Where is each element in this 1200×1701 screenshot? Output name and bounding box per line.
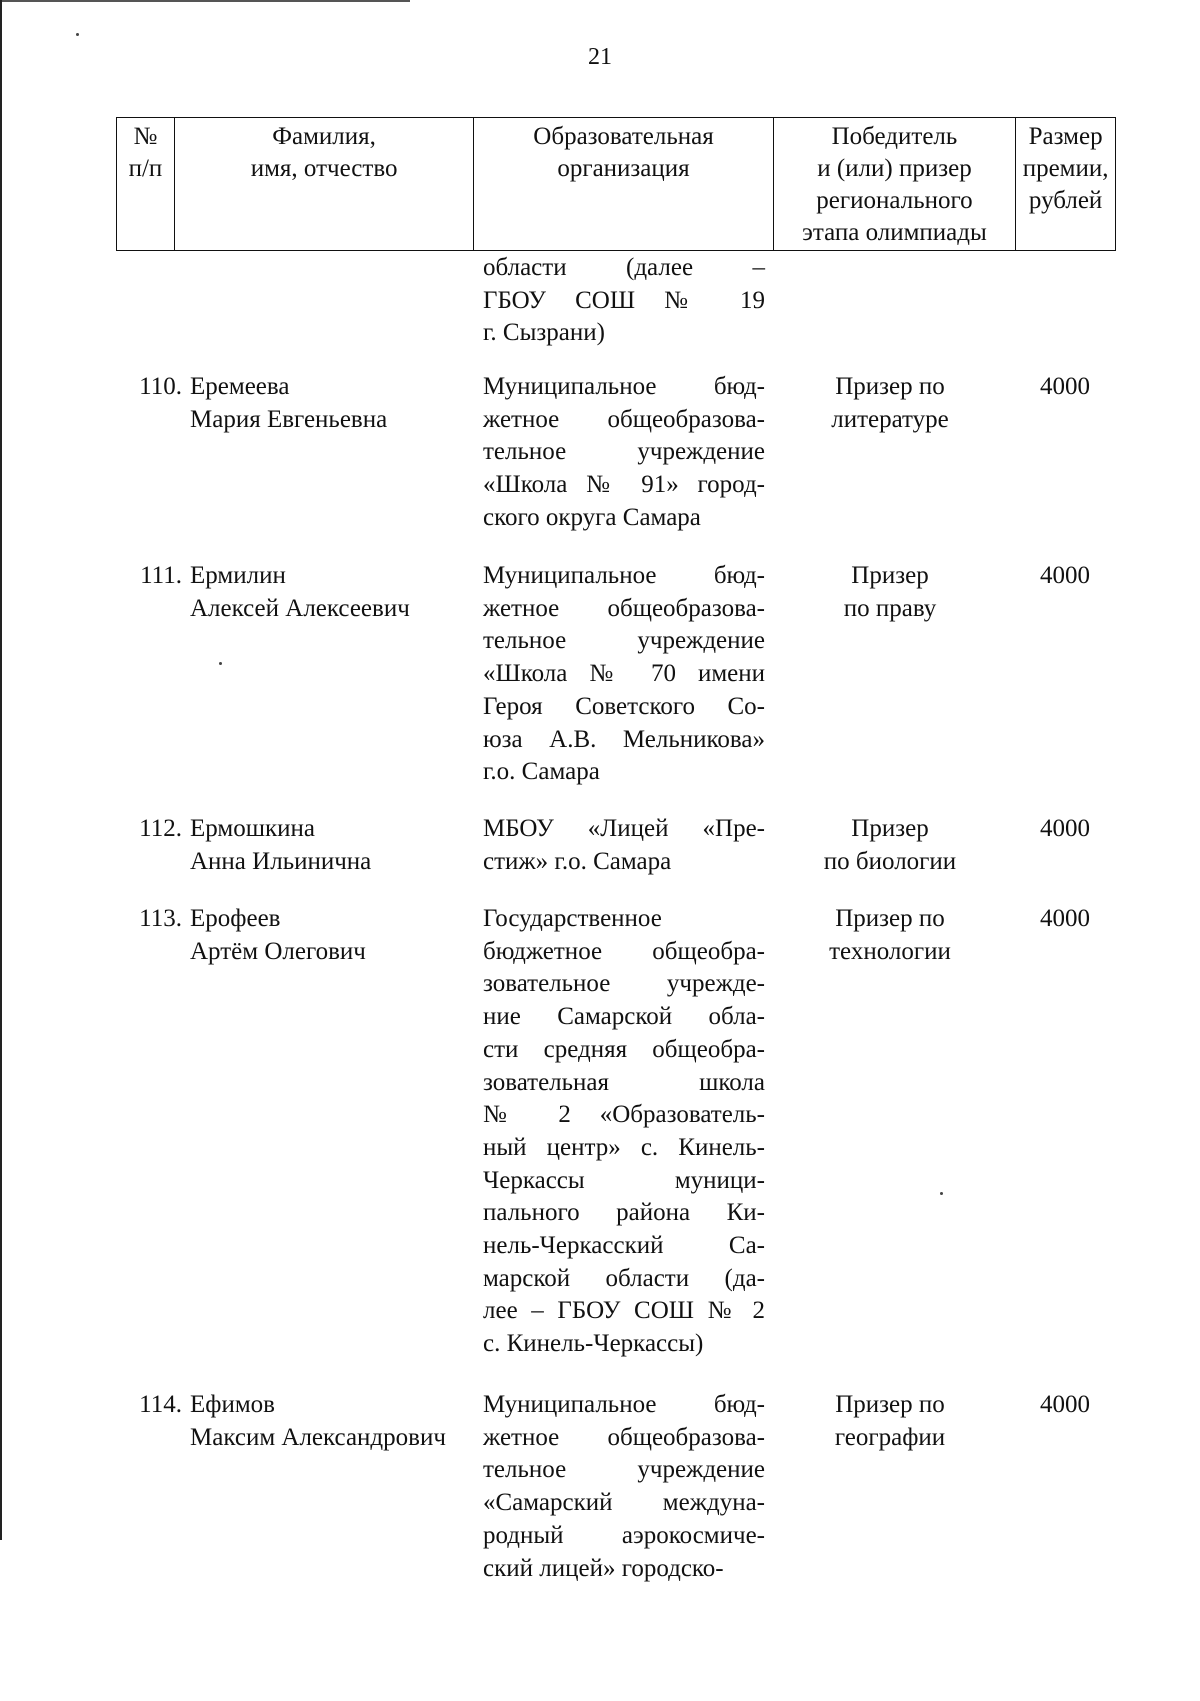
prize-amount: 4000 (1040, 1391, 1090, 1418)
header-col-prize: Размер премии, рублей (1015, 118, 1115, 250)
scan-speck (76, 33, 79, 36)
header-col-number: № п/п (128, 123, 163, 182)
organization-cell: Муниципальное бюд- жетное общеобразова- тельное учреждение «Школа № 70 имени Героя Советского Со- юза А.В. Мельникова» г.о. Самара (483, 562, 765, 786)
award-cell: Призер по биологии (823, 815, 957, 875)
organization-cell: Государственное бюджетное общеобра- зовательное учрежде- ние Самарской обла- сти средняя общеобра- зовательная школа № 2 «Образователь- ный центр» с. Кинель- Черкассы муници- пального района Ки- нель-Черкасский Са- марской области (да- лее – ГБОУ СОШ № 2 с. Кинель-Черкассы) (483, 905, 765, 1358)
table-row (116, 1389, 1116, 1585)
table-row (116, 371, 1116, 535)
table-row (116, 813, 1116, 878)
header-col-organization: Образовательная организация (473, 118, 772, 250)
row-number: 111. (140, 562, 182, 589)
prize-amount: 4000 (1040, 373, 1090, 400)
row-number: 114. (139, 1391, 182, 1418)
prize-amount: 4000 (1040, 905, 1090, 932)
organization-cell: Муниципальное бюд- жетное общеобразова- тельное учреждение «Самарский междуна- родный аэрокосмиче- ский лицей» городско- (483, 1391, 765, 1582)
table-row (116, 560, 1116, 789)
person-name: Ерофеев Артём Олегович (190, 905, 366, 965)
row-number: 113. (139, 905, 182, 932)
scan-speck (940, 1192, 943, 1195)
award-cell: Призер по литературе (831, 373, 949, 433)
prize-amount: 4000 (1040, 815, 1090, 842)
table-row-continuation (116, 252, 1116, 350)
person-name: Ермилин Алексей Алексеевич (190, 562, 410, 622)
award-cell: Призер по праву (843, 562, 937, 622)
person-name: Еремеева Мария Евгеньевна (190, 373, 388, 433)
organization-cell: МБОУ «Лицей «Пре- стиж» г.о. Самара (483, 815, 765, 875)
organization-cell: Муниципальное бюд- жетное общеобразова- тельное учреждение «Школа № 91» город- ского округа Самара (483, 373, 765, 531)
page-number: 21 (588, 44, 612, 70)
table-row (116, 903, 1116, 1361)
award-cell: Призер по географии (834, 1391, 946, 1451)
row-number: 112. (139, 815, 182, 842)
person-name: Ефимов Максим Александрович (190, 1391, 446, 1451)
row-number: 110. (139, 373, 182, 400)
award-cell: Призер по технологии (829, 905, 951, 965)
organization-cell: области (далее – ГБОУ СОШ № 19 г. Сызрани) (483, 254, 765, 347)
scan-speck (219, 662, 222, 665)
table-header (116, 117, 1116, 251)
left-margin-line (0, 0, 2, 1540)
prize-amount: 4000 (1040, 562, 1090, 589)
header-col-name: Фамилия, имя, отчество (174, 118, 473, 250)
header-col-award: Победитель и (или) призер регионального этапа олимпиады (773, 118, 1016, 250)
person-name: Ермошкина Анна Ильинична (190, 815, 372, 875)
top-edge-line (0, 0, 410, 2)
